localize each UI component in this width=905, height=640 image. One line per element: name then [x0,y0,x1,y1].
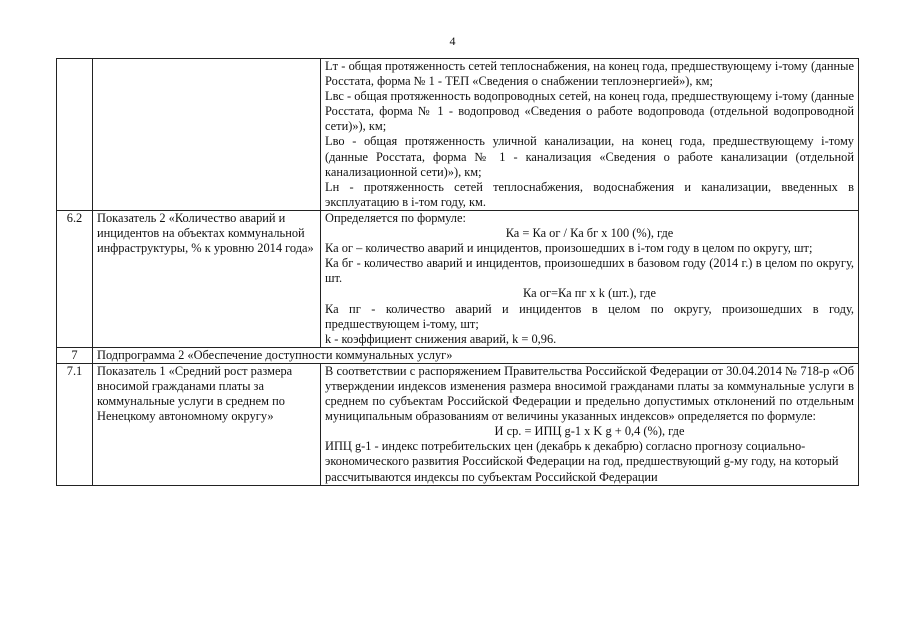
method-paragraph: ИПЦ g-1 - индекс потребительских цен (декабрь к декабрю) согласно прогнозу социально-экономического развития Российской Федерации на год, предшествующий g-му году, на который рассчитываются индексы по субъектам Российской Федерации [325,439,839,484]
table-row [57,210,859,347]
formula: И ср. = ИПЦ g-1 х K g + 0,4 (%), где [494,424,685,439]
indicator-method [321,210,859,347]
indicator-name: Показатель 1 «Средний рост размера вносимой гражданами платы за коммунальные услуги в среднем по Ненецкому автономному округу» [93,363,321,485]
indicator-method [321,363,859,485]
table-row [57,59,859,211]
indicator-method [321,59,859,211]
formula: Ка = Ка ог / Ка бг х 100 (%), где [505,226,674,241]
method-paragraph: Ка бг - количество аварий и инцидентов, произошедших в базовом году (2014 г.) в целом по округу, шт. [325,256,854,286]
row-number: 7.1 [57,363,93,485]
subprogram-title: Подпрограмма 2 «Обеспечение доступности коммунальных услуг» [93,347,859,363]
method-paragraph: Lвс - общая протяженность водопроводных сетей, на конец года, предшествующему i-тому (данные Росстата, форма № 1 - водопровод «Сведения о работе водопровода (отдельной водопроводной сети)»), км; [325,89,854,134]
row-number [57,59,93,211]
method-paragraph: Lво - общая протяженность уличной канализации, на конец года, предшествующему i-тому (данные Росстата, форма № 1 - канализация «Сведения о работе канализации (отдельной канализационной сети)»), км; [325,134,854,179]
method-paragraph: k - коэффициент снижения аварий, k = 0,96. [325,331,557,346]
method-paragraph: Ка пг - количество аварий и инцидентов в целом по округу, произошедших в году, предшествующем i-тому, шт; [325,301,854,331]
method-paragraph: Lт - общая протяженность сетей теплоснабжения, на конец года, предшествующему i-тому (данные Росстата, форма № 1 - ТЕП «Сведения о снабжении теплоэнергией»), км; [325,59,854,89]
method-paragraph: Определяется по формуле: [325,210,466,225]
row-number: 6.2 [57,210,93,347]
table-row [57,363,859,485]
indicator-name: Показатель 2 «Количество аварий и инцидентов на объектах коммунальной инфраструктуры, % к уровню 2014 года» [93,210,321,347]
indicators-table [56,58,859,486]
formula: Ка ог=Ка пг х k (шт.), где [523,286,656,301]
method-paragraph: Lн - протяженность сетей теплоснабжения, водоснабжения и канализации, введенных в эксплуатацию в i-том году, км. [325,179,854,209]
row-number: 7 [57,347,93,363]
method-paragraph: Ка ог – количество аварий и инцидентов, произошедших в i-том году в целом по округу, шт; [325,241,813,256]
table-body [57,59,859,486]
indicator-name [93,59,321,211]
page-number: 4 [449,34,456,48]
table-row [57,347,859,363]
method-paragraph: В соответствии с распоряжением Правительства Российской Федерации от 30.04.2014 № 718-р «Об утверждении индексов изменения размера вносимой гражданами платы за коммунальные услуги в среднем по субъектам Российской Федерации и предельно допустимых отклонений по отдельным муниципальным образованиям от величины указанных индексов» определяется по формуле: [325,363,854,424]
